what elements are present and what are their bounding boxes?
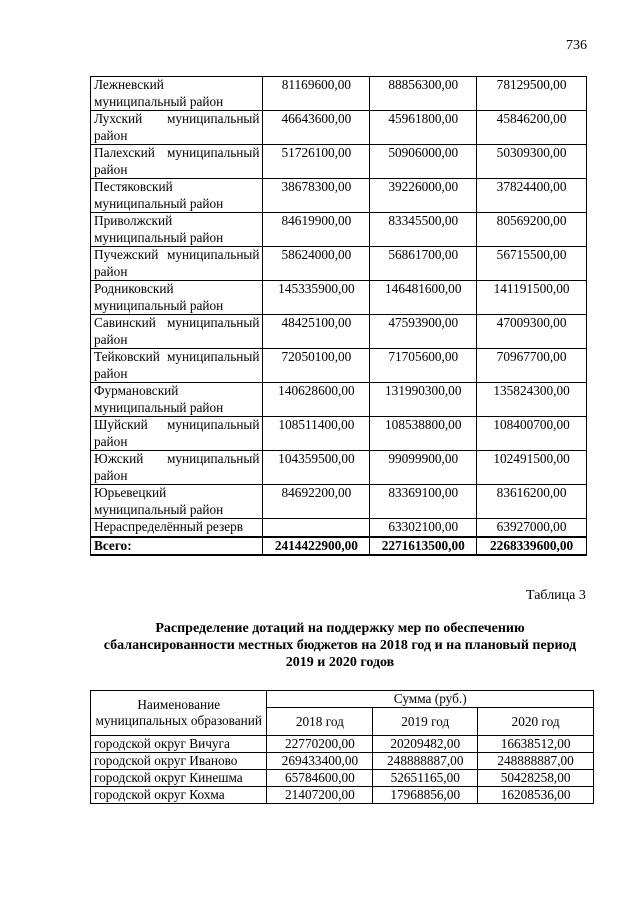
value-2019: 83345500,00 — [370, 213, 477, 247]
table-row — [91, 383, 587, 417]
value-2019: 45961800,00 — [370, 111, 477, 145]
header-sum: Сумма (руб.) — [267, 691, 594, 708]
table-title: Распределение дотаций на поддержку мер по обеспечению сбалансированности местных бюджетов на 2018 год и на плановый период 2019 и 2020 годов — [103, 621, 577, 670]
value-2018: 48425100,00 — [263, 315, 370, 349]
value-2019: 131990300,00 — [370, 383, 477, 417]
value-2020: 16638512,00 — [478, 736, 594, 753]
row-name: Тейковский муниципальный район — [91, 349, 263, 383]
value-2018: 46643600,00 — [263, 111, 370, 145]
value-2018: 84692200,00 — [263, 485, 370, 519]
row-name: Шуйский муниципальный район — [91, 417, 263, 451]
table-label: Таблица 3 — [526, 588, 586, 603]
row-name: Нераспределённый резерв — [91, 519, 263, 537]
row-name: городской округ Вичуга — [91, 736, 267, 753]
value-2019: 39226000,00 — [370, 179, 477, 213]
table-row — [91, 111, 587, 145]
table-row — [91, 417, 587, 451]
row-name: Савинский муниципальный район — [91, 315, 263, 349]
table-row — [91, 349, 587, 383]
value-2018: 108511400,00 — [263, 417, 370, 451]
value-2019: 56861700,00 — [370, 247, 477, 281]
value-2019: 17968856,00 — [373, 787, 478, 804]
total-label: Всего: — [91, 537, 263, 556]
header-2019: 2019 год — [373, 708, 478, 736]
table-row — [91, 770, 594, 787]
row-name: Лухский муниципальный район — [91, 111, 263, 145]
value-2020: 80569200,00 — [477, 213, 587, 247]
value-2019: 20209482,00 — [373, 736, 478, 753]
value-2019: 88856300,00 — [370, 77, 477, 111]
value-2018: 81169600,00 — [263, 77, 370, 111]
total-2019: 2271613500,00 — [370, 537, 477, 556]
value-2018: 269433400,00 — [267, 753, 373, 770]
value-2019: 63302100,00 — [370, 519, 477, 537]
table-row — [91, 77, 587, 111]
value-2018: 51726100,00 — [263, 145, 370, 179]
value-2018 — [263, 519, 370, 537]
table-row — [91, 451, 587, 485]
value-2019: 99099900,00 — [370, 451, 477, 485]
value-2018: 145335900,00 — [263, 281, 370, 315]
header-2018: 2018 год — [267, 708, 373, 736]
table-row — [91, 281, 587, 315]
table-row — [91, 753, 594, 770]
value-2020: 63927000,00 — [477, 519, 587, 537]
value-2018: 84619900,00 — [263, 213, 370, 247]
row-name: Пестяковский муниципальный район — [91, 179, 263, 213]
value-2020: 47009300,00 — [477, 315, 587, 349]
row-name: Приволжский муниципальный район — [91, 213, 263, 247]
table-row — [91, 213, 587, 247]
value-2020: 16208536,00 — [478, 787, 594, 804]
row-name: Фурмановский муниципальный район — [91, 383, 263, 417]
value-2019: 146481600,00 — [370, 281, 477, 315]
value-2020: 50428258,00 — [478, 770, 594, 787]
value-2020: 56715500,00 — [477, 247, 587, 281]
table-row — [91, 315, 587, 349]
value-2020: 78129500,00 — [477, 77, 587, 111]
row-name: Юрьевецкий муниципальный район — [91, 485, 263, 519]
table-row — [91, 145, 587, 179]
header-2020: 2020 год — [478, 708, 594, 736]
value-2020: 141191500,00 — [477, 281, 587, 315]
row-name: Палехский муниципальный район — [91, 145, 263, 179]
value-2019: 248888887,00 — [373, 753, 478, 770]
value-2020: 108400700,00 — [477, 417, 587, 451]
table-row — [91, 179, 587, 213]
table-row — [91, 787, 594, 804]
row-name: Южский муниципальный район — [91, 451, 263, 485]
table-row — [91, 485, 587, 519]
table-row — [91, 736, 594, 753]
value-2020: 135824300,00 — [477, 383, 587, 417]
value-2020: 248888887,00 — [478, 753, 594, 770]
value-2018: 65784600,00 — [267, 770, 373, 787]
row-name: городской округ Кохма — [91, 787, 267, 804]
value-2019: 47593900,00 — [370, 315, 477, 349]
value-2019: 50906000,00 — [370, 145, 477, 179]
balance-subsidies-table — [90, 690, 594, 804]
value-2018: 140628600,00 — [263, 383, 370, 417]
row-name: Лежневский муниципальный район — [91, 77, 263, 111]
value-2019: 83369100,00 — [370, 485, 477, 519]
value-2019: 71705600,00 — [370, 349, 477, 383]
header-name: Наименование муниципальных образований — [91, 691, 267, 736]
value-2019: 52651165,00 — [373, 770, 478, 787]
value-2020: 102491500,00 — [477, 451, 587, 485]
row-name: городской округ Иваново — [91, 753, 267, 770]
total-2018: 2414422900,00 — [263, 537, 370, 556]
value-2018: 38678300,00 — [263, 179, 370, 213]
page-number: 736 — [566, 38, 587, 53]
row-name: Пучежский муниципальный район — [91, 247, 263, 281]
row-name: Родниковский муниципальный район — [91, 281, 263, 315]
value-2020: 50309300,00 — [477, 145, 587, 179]
value-2019: 108538800,00 — [370, 417, 477, 451]
total-row — [91, 537, 587, 556]
header-row — [91, 691, 594, 708]
table-row — [91, 519, 587, 537]
value-2018: 104359500,00 — [263, 451, 370, 485]
value-2018: 72050100,00 — [263, 349, 370, 383]
value-2018: 58624000,00 — [263, 247, 370, 281]
total-2020: 2268339600,00 — [477, 537, 587, 556]
table-row — [91, 247, 587, 281]
value-2018: 21407200,00 — [267, 787, 373, 804]
value-2020: 45846200,00 — [477, 111, 587, 145]
value-2020: 37824400,00 — [477, 179, 587, 213]
value-2020: 70967700,00 — [477, 349, 587, 383]
row-name: городской округ Кинешма — [91, 770, 267, 787]
value-2018: 22770200,00 — [267, 736, 373, 753]
subsidies-table-continued — [90, 76, 587, 556]
value-2020: 83616200,00 — [477, 485, 587, 519]
